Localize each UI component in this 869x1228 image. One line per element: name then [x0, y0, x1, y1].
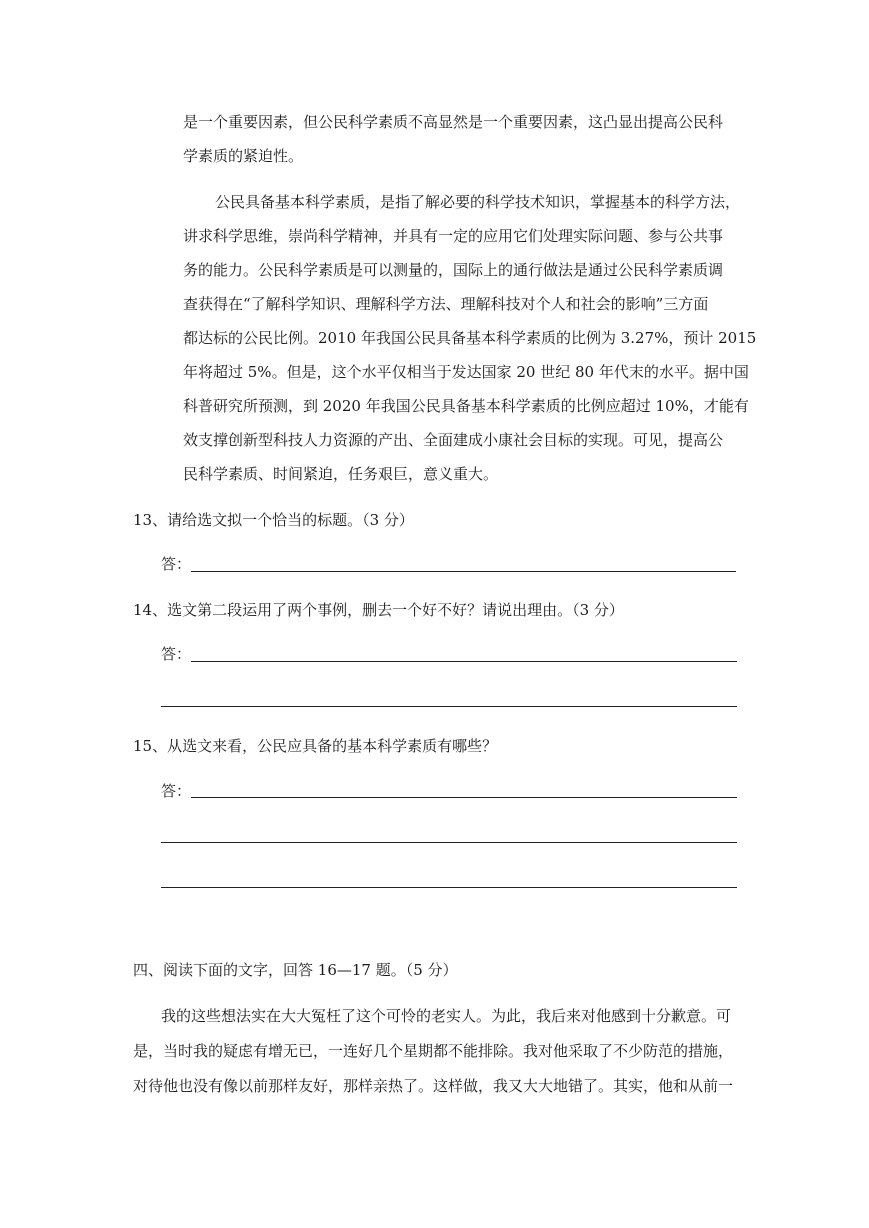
question-13-answer-line-1[interactable]	[191, 571, 736, 572]
question-15-answer-line-3[interactable]	[161, 887, 737, 888]
passage-p2-line-3: 务的能力。公民科学素质是可以测量的，国际上的通行做法是通过公民科学素质调	[183, 261, 724, 279]
section-4-line-2: 是，当时我的疑虑有增无已，一连好几个星期都不能排除。我对他采取了不少防范的措施，	[133, 1042, 734, 1060]
question-15-answer-line-1[interactable]	[191, 797, 737, 798]
passage-p1-line-1: 是一个重要因素，但公民科学素质不高显然是一个重要因素，这凸显出提高公民科	[183, 113, 724, 131]
question-15: 15、从选文来看，公民应具备的基本科学素质有哪些？	[133, 737, 498, 755]
section-4-line-1: 我的这些想法实在大大冤枉了这个可怜的老实人。为此，我后来对他感到十分歉意。可	[161, 1007, 732, 1025]
section-4-heading: 四、阅读下面的文字，回答 16—17 题。（5 分）	[133, 961, 458, 979]
passage-p2-line-5: 都达标的公民比例。2010 年我国公民具备基本科学素质的比例为 3.27%，预计 2015	[183, 329, 757, 347]
section-4-line-3: 对待他也没有像以前那样友好，那样亲热了。这样做，我又大大地错了。其实，他和从前一	[133, 1077, 734, 1095]
question-14-answer-line-2[interactable]	[161, 706, 737, 707]
question-13: 13、请给选文拟一个恰当的标题。（3 分）	[133, 511, 414, 529]
passage-p2-line-1: 公民具备基本科学素质，是指了解必要的科学技术知识，掌握基本的科学方法，	[215, 193, 741, 211]
question-13-answer-label: 答：	[161, 555, 192, 573]
question-14-answer-line-1[interactable]	[191, 661, 737, 662]
passage-p2-line-4: 查获得在“了解科学知识、理解科学方法、理解科技对个人和社会的影响”三方面	[183, 295, 709, 313]
passage-p2-line-6: 年将超过 5%。但是，这个水平仅相当于发达国家 20 世纪 80 年代末的水平。据中国	[183, 363, 749, 381]
passage-p2-line-2: 讲求科学思维，崇尚科学精神，并具有一定的应用它们处理实际问题、参与公共事	[183, 227, 724, 245]
passage-p1-line-2: 学素质的紧迫性。	[183, 147, 304, 165]
passage-p2-line-8: 效支撑创新型科技人力资源的产出、全面建成小康社会目标的实现。可见，提高公	[183, 431, 724, 449]
question-15-answer-label: 答：	[161, 782, 192, 800]
question-14: 14、选文第二段运用了两个事例，删去一个好不好？请说出理由。（3 分）	[133, 601, 624, 619]
passage-p2-line-9: 民科学素质、时间紧迫，任务艰巨，意义重大。	[183, 465, 499, 483]
question-14-answer-label: 答：	[161, 645, 192, 663]
question-15-answer-line-2[interactable]	[161, 842, 737, 843]
passage-p2-line-7: 科普研究所预测，到 2020 年我国公民具备基本科学素质的比例应超过 10%，才能有	[183, 397, 749, 415]
